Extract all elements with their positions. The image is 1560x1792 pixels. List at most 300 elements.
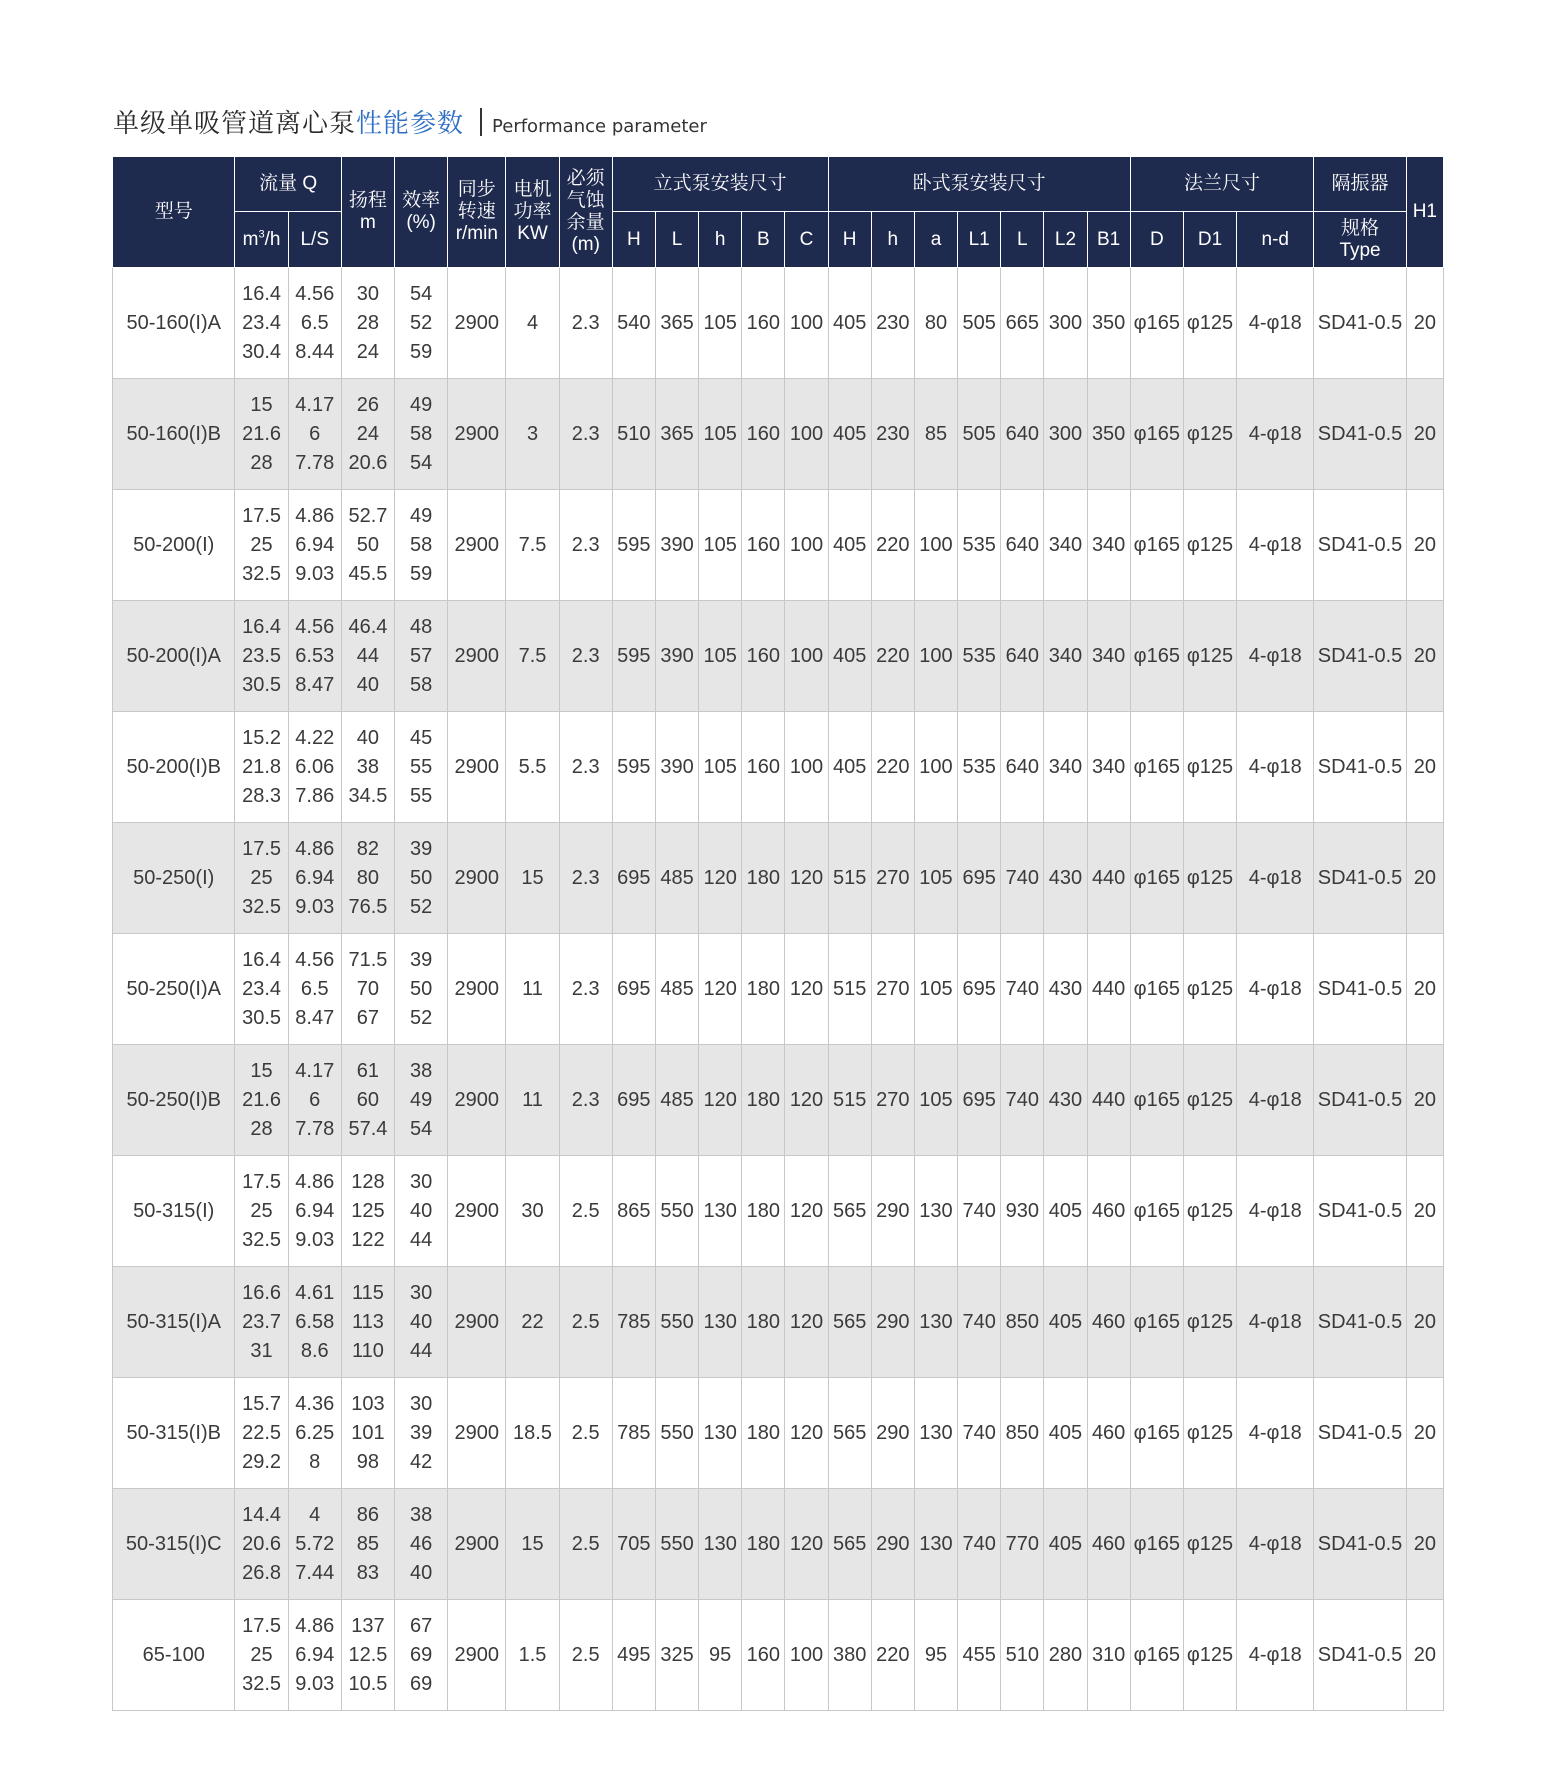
cell-vertical-h: 105 bbox=[699, 268, 742, 379]
cell-vertical-B: 160 bbox=[742, 490, 785, 601]
header-flow-m3h: $m^3/h$ bbox=[235, 212, 288, 268]
cell-horizontal-h: 220 bbox=[871, 601, 914, 712]
cell-horizontal-L1: 695 bbox=[958, 823, 1001, 934]
cell-npsh: 2.3 bbox=[559, 268, 612, 379]
cell-horizontal-h: 270 bbox=[871, 1045, 914, 1156]
cell-flow-m3h: 15 21.6 28 bbox=[235, 1045, 288, 1156]
cell-flange-D1: φ125 bbox=[1183, 712, 1236, 823]
cell-h1: 20 bbox=[1406, 1600, 1443, 1711]
cell-isolator-type: SD41-0.5 bbox=[1314, 1489, 1406, 1600]
cell-isolator-type: SD41-0.5 bbox=[1314, 934, 1406, 1045]
cell-model: 50-200(I)B bbox=[113, 712, 235, 823]
cell-flange-D: φ165 bbox=[1130, 490, 1183, 601]
cell-speed: 2900 bbox=[448, 268, 506, 379]
cell-efficiency: 38 46 40 bbox=[395, 1489, 448, 1600]
title-chinese: 单级单吸管道离心泵 bbox=[113, 109, 357, 139]
cell-vertical-L: 485 bbox=[655, 934, 698, 1045]
cell-horizontal-a: 130 bbox=[914, 1489, 957, 1600]
cell-horizontal-a: 100 bbox=[914, 490, 957, 601]
cell-h1: 20 bbox=[1406, 490, 1443, 601]
cell-flow-m3h: 15.7 22.5 29.2 bbox=[235, 1378, 288, 1489]
page-title bbox=[113, 100, 707, 140]
cell-vertical-C: 100 bbox=[785, 379, 828, 490]
cell-horizontal-H: 405 bbox=[828, 268, 871, 379]
header-head: 扬程 m bbox=[341, 157, 394, 268]
cell-model: 50-315(I)A bbox=[113, 1267, 235, 1378]
cell-power: 18.5 bbox=[506, 1378, 559, 1489]
cell-flange-D1: φ125 bbox=[1183, 1600, 1236, 1711]
table-row bbox=[113, 379, 1444, 490]
cell-flange-nd: 4-φ18 bbox=[1237, 268, 1314, 379]
cell-power: 3 bbox=[506, 379, 559, 490]
cell-isolator-type: SD41-0.5 bbox=[1314, 823, 1406, 934]
cell-flange-nd: 4-φ18 bbox=[1237, 379, 1314, 490]
table-header bbox=[113, 157, 1444, 268]
cell-npsh: 2.3 bbox=[559, 712, 612, 823]
cell-power: 15 bbox=[506, 1489, 559, 1600]
cell-flange-nd: 4-φ18 bbox=[1237, 490, 1314, 601]
cell-vertical-H: 865 bbox=[612, 1156, 655, 1267]
cell-vertical-C: 120 bbox=[785, 1267, 828, 1378]
cell-horizontal-B1: 460 bbox=[1087, 1378, 1130, 1489]
header-horizontal-B1: B1 bbox=[1087, 212, 1130, 268]
cell-power: 11 bbox=[506, 1045, 559, 1156]
cell-flange-D1: φ125 bbox=[1183, 268, 1236, 379]
cell-flange-D1: φ125 bbox=[1183, 490, 1236, 601]
header-horizontal-L2: L2 bbox=[1044, 212, 1087, 268]
cell-horizontal-h: 220 bbox=[871, 712, 914, 823]
cell-model: 50-315(I)C bbox=[113, 1489, 235, 1600]
cell-speed: 2900 bbox=[448, 1045, 506, 1156]
cell-vertical-B: 180 bbox=[742, 1378, 785, 1489]
cell-vertical-H: 540 bbox=[612, 268, 655, 379]
cell-head: 52.7 50 45.5 bbox=[341, 490, 394, 601]
cell-speed: 2900 bbox=[448, 1489, 506, 1600]
table-row bbox=[113, 1600, 1444, 1711]
cell-horizontal-L: 510 bbox=[1001, 1600, 1044, 1711]
cell-flange-D: φ165 bbox=[1130, 1378, 1183, 1489]
cell-horizontal-L1: 535 bbox=[958, 712, 1001, 823]
cell-flange-nd: 4-φ18 bbox=[1237, 1378, 1314, 1489]
cell-flange-D: φ165 bbox=[1130, 934, 1183, 1045]
cell-flow-ls: 4.61 6.58 8.6 bbox=[288, 1267, 341, 1378]
cell-flow-ls: 4 5.72 7.44 bbox=[288, 1489, 341, 1600]
cell-vertical-h: 105 bbox=[699, 712, 742, 823]
cell-flange-D: φ165 bbox=[1130, 1045, 1183, 1156]
cell-vertical-H: 785 bbox=[612, 1378, 655, 1489]
cell-speed: 2900 bbox=[448, 1378, 506, 1489]
cell-power: 1.5 bbox=[506, 1600, 559, 1711]
cell-efficiency: 38 49 54 bbox=[395, 1045, 448, 1156]
cell-horizontal-a: 130 bbox=[914, 1267, 957, 1378]
cell-npsh: 2.5 bbox=[559, 1600, 612, 1711]
cell-head: 40 38 34.5 bbox=[341, 712, 394, 823]
cell-flow-m3h: 16.4 23.5 30.5 bbox=[235, 601, 288, 712]
cell-flange-D: φ165 bbox=[1130, 712, 1183, 823]
cell-npsh: 2.3 bbox=[559, 601, 612, 712]
cell-vertical-L: 390 bbox=[655, 601, 698, 712]
header-efficiency: 效率 (%) bbox=[395, 157, 448, 268]
cell-vertical-C: 120 bbox=[785, 1378, 828, 1489]
cell-vertical-H: 785 bbox=[612, 1267, 655, 1378]
cell-vertical-H: 695 bbox=[612, 823, 655, 934]
cell-vertical-L: 485 bbox=[655, 823, 698, 934]
table-body bbox=[113, 268, 1444, 1711]
cell-power: 5.5 bbox=[506, 712, 559, 823]
cell-horizontal-h: 290 bbox=[871, 1156, 914, 1267]
header-vertical-B: B bbox=[742, 212, 785, 268]
cell-head: 61 60 57.4 bbox=[341, 1045, 394, 1156]
cell-speed: 2900 bbox=[448, 1600, 506, 1711]
header-horizontal-L1: L1 bbox=[958, 212, 1001, 268]
cell-vertical-L: 550 bbox=[655, 1378, 698, 1489]
cell-vertical-h: 105 bbox=[699, 490, 742, 601]
cell-model: 50-315(I)B bbox=[113, 1378, 235, 1489]
cell-horizontal-a: 130 bbox=[914, 1378, 957, 1489]
cell-efficiency: 30 40 44 bbox=[395, 1156, 448, 1267]
cell-horizontal-B1: 340 bbox=[1087, 601, 1130, 712]
cell-horizontal-L: 640 bbox=[1001, 490, 1044, 601]
cell-flange-D: φ165 bbox=[1130, 601, 1183, 712]
cell-flange-D1: φ125 bbox=[1183, 1489, 1236, 1600]
cell-vertical-L: 390 bbox=[655, 490, 698, 601]
cell-horizontal-L2: 300 bbox=[1044, 379, 1087, 490]
cell-vertical-h: 120 bbox=[699, 934, 742, 1045]
cell-flow-ls: 4.86 6.94 9.03 bbox=[288, 1600, 341, 1711]
cell-flow-m3h: 17.5 25 32.5 bbox=[235, 1600, 288, 1711]
cell-vertical-B: 180 bbox=[742, 934, 785, 1045]
title-divider bbox=[480, 108, 482, 136]
cell-efficiency: 54 52 59 bbox=[395, 268, 448, 379]
cell-h1: 20 bbox=[1406, 1378, 1443, 1489]
header-vertical-h: h bbox=[699, 212, 742, 268]
cell-power: 15 bbox=[506, 823, 559, 934]
cell-flow-ls: 4.36 6.25 8 bbox=[288, 1378, 341, 1489]
cell-horizontal-L2: 280 bbox=[1044, 1600, 1087, 1711]
table-row bbox=[113, 601, 1444, 712]
cell-vertical-L: 325 bbox=[655, 1600, 698, 1711]
cell-speed: 2900 bbox=[448, 1156, 506, 1267]
cell-horizontal-H: 565 bbox=[828, 1489, 871, 1600]
cell-horizontal-L2: 430 bbox=[1044, 1045, 1087, 1156]
cell-horizontal-B1: 340 bbox=[1087, 490, 1130, 601]
cell-horizontal-L1: 695 bbox=[958, 1045, 1001, 1156]
cell-flange-D: φ165 bbox=[1130, 1267, 1183, 1378]
cell-horizontal-L: 850 bbox=[1001, 1267, 1044, 1378]
cell-vertical-B: 160 bbox=[742, 712, 785, 823]
cell-head: 26 24 20.6 bbox=[341, 379, 394, 490]
header-horizontal-h: h bbox=[871, 212, 914, 268]
cell-flange-nd: 4-φ18 bbox=[1237, 1489, 1314, 1600]
cell-flow-ls: 4.17 6 7.78 bbox=[288, 1045, 341, 1156]
cell-horizontal-H: 405 bbox=[828, 712, 871, 823]
header-horizontal-H: H bbox=[828, 212, 871, 268]
cell-horizontal-L2: 405 bbox=[1044, 1156, 1087, 1267]
cell-vertical-C: 120 bbox=[785, 823, 828, 934]
cell-vertical-B: 160 bbox=[742, 601, 785, 712]
cell-horizontal-h: 290 bbox=[871, 1378, 914, 1489]
cell-horizontal-L: 770 bbox=[1001, 1489, 1044, 1600]
cell-flange-D: φ165 bbox=[1130, 1489, 1183, 1600]
cell-speed: 2900 bbox=[448, 490, 506, 601]
cell-vertical-C: 100 bbox=[785, 601, 828, 712]
cell-horizontal-L: 740 bbox=[1001, 1045, 1044, 1156]
cell-npsh: 2.5 bbox=[559, 1489, 612, 1600]
cell-flow-ls: 4.86 6.94 9.03 bbox=[288, 1156, 341, 1267]
cell-vertical-H: 695 bbox=[612, 1045, 655, 1156]
cell-isolator-type: SD41-0.5 bbox=[1314, 601, 1406, 712]
cell-isolator-type: SD41-0.5 bbox=[1314, 490, 1406, 601]
header-isolator: 隔振器 bbox=[1314, 157, 1406, 212]
cell-flange-D1: φ125 bbox=[1183, 1156, 1236, 1267]
cell-vertical-B: 160 bbox=[742, 1600, 785, 1711]
header-vertical-L: L bbox=[655, 212, 698, 268]
cell-flange-nd: 4-φ18 bbox=[1237, 1600, 1314, 1711]
cell-efficiency: 39 50 52 bbox=[395, 934, 448, 1045]
cell-horizontal-L: 930 bbox=[1001, 1156, 1044, 1267]
cell-flange-D1: φ125 bbox=[1183, 1045, 1236, 1156]
cell-vertical-C: 120 bbox=[785, 1156, 828, 1267]
cell-npsh: 2.3 bbox=[559, 823, 612, 934]
header-horizontal-a: a bbox=[914, 212, 957, 268]
cell-speed: 2900 bbox=[448, 1267, 506, 1378]
cell-vertical-L: 550 bbox=[655, 1267, 698, 1378]
cell-horizontal-a: 105 bbox=[914, 823, 957, 934]
cell-vertical-B: 180 bbox=[742, 1156, 785, 1267]
cell-vertical-L: 365 bbox=[655, 379, 698, 490]
cell-isolator-type: SD41-0.5 bbox=[1314, 1600, 1406, 1711]
cell-horizontal-B1: 440 bbox=[1087, 1045, 1130, 1156]
cell-h1: 20 bbox=[1406, 268, 1443, 379]
cell-h1: 20 bbox=[1406, 379, 1443, 490]
header-horizontal-L: L bbox=[1001, 212, 1044, 268]
cell-horizontal-L1: 695 bbox=[958, 934, 1001, 1045]
cell-horizontal-B1: 440 bbox=[1087, 934, 1130, 1045]
cell-flow-m3h: 17.5 25 32.5 bbox=[235, 823, 288, 934]
cell-speed: 2900 bbox=[448, 712, 506, 823]
header-vertical-H: H bbox=[612, 212, 655, 268]
cell-vertical-L: 365 bbox=[655, 268, 698, 379]
cell-npsh: 2.5 bbox=[559, 1378, 612, 1489]
cell-vertical-H: 495 bbox=[612, 1600, 655, 1711]
cell-vertical-C: 100 bbox=[785, 268, 828, 379]
cell-horizontal-h: 270 bbox=[871, 934, 914, 1045]
cell-speed: 2900 bbox=[448, 823, 506, 934]
cell-vertical-B: 160 bbox=[742, 268, 785, 379]
cell-horizontal-L1: 535 bbox=[958, 601, 1001, 712]
header-flange-D1: D1 bbox=[1183, 212, 1236, 268]
cell-horizontal-a: 95 bbox=[914, 1600, 957, 1711]
cell-flange-D: φ165 bbox=[1130, 1600, 1183, 1711]
cell-horizontal-L2: 340 bbox=[1044, 601, 1087, 712]
cell-flange-nd: 4-φ18 bbox=[1237, 712, 1314, 823]
cell-head: 103 101 98 bbox=[341, 1378, 394, 1489]
cell-flow-m3h: 16.4 23.4 30.4 bbox=[235, 268, 288, 379]
cell-model: 50-160(I)A bbox=[113, 268, 235, 379]
cell-horizontal-a: 130 bbox=[914, 1156, 957, 1267]
cell-vertical-B: 160 bbox=[742, 379, 785, 490]
cell-power: 7.5 bbox=[506, 490, 559, 601]
cell-flange-D1: φ125 bbox=[1183, 934, 1236, 1045]
cell-head: 86 85 83 bbox=[341, 1489, 394, 1600]
header-flange-dimensions: 法兰尺寸 bbox=[1130, 157, 1314, 212]
cell-horizontal-L2: 430 bbox=[1044, 823, 1087, 934]
cell-horizontal-L1: 455 bbox=[958, 1600, 1001, 1711]
cell-flow-m3h: 14.4 20.6 26.8 bbox=[235, 1489, 288, 1600]
cell-horizontal-a: 100 bbox=[914, 712, 957, 823]
cell-horizontal-a: 105 bbox=[914, 934, 957, 1045]
title-english: Performance parameter bbox=[492, 116, 707, 137]
cell-model: 50-160(I)B bbox=[113, 379, 235, 490]
cell-isolator-type: SD41-0.5 bbox=[1314, 1156, 1406, 1267]
cell-vertical-h: 130 bbox=[699, 1156, 742, 1267]
cell-speed: 2900 bbox=[448, 601, 506, 712]
cell-h1: 20 bbox=[1406, 934, 1443, 1045]
cell-vertical-L: 485 bbox=[655, 1045, 698, 1156]
cell-flow-ls: 4.22 6.06 7.86 bbox=[288, 712, 341, 823]
cell-vertical-H: 510 bbox=[612, 379, 655, 490]
cell-horizontal-L1: 740 bbox=[958, 1378, 1001, 1489]
cell-horizontal-B1: 310 bbox=[1087, 1600, 1130, 1711]
cell-horizontal-L1: 740 bbox=[958, 1489, 1001, 1600]
cell-flange-D: φ165 bbox=[1130, 823, 1183, 934]
header-h1: H1 bbox=[1406, 157, 1443, 268]
cell-vertical-C: 120 bbox=[785, 1045, 828, 1156]
cell-head: 128 125 122 bbox=[341, 1156, 394, 1267]
cell-power: 11 bbox=[506, 934, 559, 1045]
cell-vertical-H: 595 bbox=[612, 490, 655, 601]
cell-head: 30 28 24 bbox=[341, 268, 394, 379]
cell-flow-m3h: 17.5 25 32.5 bbox=[235, 490, 288, 601]
cell-flow-ls: 4.56 6.5 8.47 bbox=[288, 934, 341, 1045]
cell-flow-ls: 4.17 6 7.78 bbox=[288, 379, 341, 490]
cell-isolator-type: SD41-0.5 bbox=[1314, 1267, 1406, 1378]
cell-vertical-L: 390 bbox=[655, 712, 698, 823]
cell-npsh: 2.5 bbox=[559, 1267, 612, 1378]
header-horizontal-dimensions: 卧式泵安装尺寸 bbox=[828, 157, 1130, 212]
cell-vertical-B: 180 bbox=[742, 1489, 785, 1600]
cell-efficiency: 49 58 54 bbox=[395, 379, 448, 490]
cell-model: 50-250(I)A bbox=[113, 934, 235, 1045]
cell-h1: 20 bbox=[1406, 1045, 1443, 1156]
cell-horizontal-h: 230 bbox=[871, 379, 914, 490]
cell-horizontal-L: 640 bbox=[1001, 712, 1044, 823]
cell-horizontal-a: 85 bbox=[914, 379, 957, 490]
cell-horizontal-h: 220 bbox=[871, 1600, 914, 1711]
cell-head: 82 80 76.5 bbox=[341, 823, 394, 934]
cell-horizontal-L2: 405 bbox=[1044, 1378, 1087, 1489]
cell-npsh: 2.5 bbox=[559, 1156, 612, 1267]
cell-npsh: 2.3 bbox=[559, 379, 612, 490]
cell-model: 50-250(I) bbox=[113, 823, 235, 934]
cell-horizontal-H: 565 bbox=[828, 1156, 871, 1267]
table-row bbox=[113, 268, 1444, 379]
cell-h1: 20 bbox=[1406, 601, 1443, 712]
cell-isolator-type: SD41-0.5 bbox=[1314, 712, 1406, 823]
cell-horizontal-L2: 340 bbox=[1044, 712, 1087, 823]
cell-horizontal-a: 80 bbox=[914, 268, 957, 379]
cell-h1: 20 bbox=[1406, 823, 1443, 934]
cell-horizontal-L1: 505 bbox=[958, 379, 1001, 490]
cell-vertical-h: 95 bbox=[699, 1600, 742, 1711]
cell-flange-D: φ165 bbox=[1130, 379, 1183, 490]
header-flange-D: D bbox=[1130, 212, 1183, 268]
cell-horizontal-L2: 405 bbox=[1044, 1489, 1087, 1600]
cell-horizontal-h: 220 bbox=[871, 490, 914, 601]
cell-speed: 2900 bbox=[448, 934, 506, 1045]
cell-horizontal-H: 380 bbox=[828, 1600, 871, 1711]
table-row bbox=[113, 490, 1444, 601]
cell-vertical-C: 100 bbox=[785, 712, 828, 823]
cell-flange-nd: 4-φ18 bbox=[1237, 601, 1314, 712]
cell-horizontal-L: 640 bbox=[1001, 379, 1044, 490]
cell-horizontal-L: 640 bbox=[1001, 601, 1044, 712]
cell-h1: 20 bbox=[1406, 1489, 1443, 1600]
cell-horizontal-L1: 740 bbox=[958, 1267, 1001, 1378]
cell-flange-nd: 4-φ18 bbox=[1237, 934, 1314, 1045]
cell-vertical-C: 100 bbox=[785, 490, 828, 601]
cell-horizontal-H: 565 bbox=[828, 1378, 871, 1489]
cell-h1: 20 bbox=[1406, 1156, 1443, 1267]
cell-efficiency: 30 39 42 bbox=[395, 1378, 448, 1489]
cell-flow-ls: 4.56 6.5 8.44 bbox=[288, 268, 341, 379]
cell-horizontal-H: 515 bbox=[828, 823, 871, 934]
cell-npsh: 2.3 bbox=[559, 934, 612, 1045]
cell-flow-m3h: 16.4 23.4 30.5 bbox=[235, 934, 288, 1045]
cell-vertical-B: 180 bbox=[742, 1267, 785, 1378]
table-row bbox=[113, 1156, 1444, 1267]
table-row bbox=[113, 1378, 1444, 1489]
cell-flow-ls: 4.56 6.53 8.47 bbox=[288, 601, 341, 712]
cell-model: 50-200(I) bbox=[113, 490, 235, 601]
cell-vertical-h: 120 bbox=[699, 823, 742, 934]
header-power: 电机 功率 KW bbox=[506, 157, 559, 268]
cell-horizontal-L2: 405 bbox=[1044, 1267, 1087, 1378]
cell-head: 46.4 44 40 bbox=[341, 601, 394, 712]
table-row bbox=[113, 823, 1444, 934]
title-highlight: 性能参数 bbox=[356, 109, 465, 139]
cell-flange-D1: φ125 bbox=[1183, 601, 1236, 712]
cell-horizontal-B1: 460 bbox=[1087, 1489, 1130, 1600]
cell-vertical-h: 120 bbox=[699, 1045, 742, 1156]
cell-flow-m3h: 15 21.6 28 bbox=[235, 379, 288, 490]
cell-horizontal-L: 740 bbox=[1001, 934, 1044, 1045]
cell-power: 30 bbox=[506, 1156, 559, 1267]
cell-vertical-h: 130 bbox=[699, 1489, 742, 1600]
cell-flange-D1: φ125 bbox=[1183, 1267, 1236, 1378]
cell-vertical-L: 550 bbox=[655, 1489, 698, 1600]
cell-isolator-type: SD41-0.5 bbox=[1314, 1045, 1406, 1156]
header-vertical-C: C bbox=[785, 212, 828, 268]
header-isolator-type: 规格 Type bbox=[1314, 212, 1406, 268]
cell-power: 7.5 bbox=[506, 601, 559, 712]
cell-isolator-type: SD41-0.5 bbox=[1314, 268, 1406, 379]
cell-horizontal-H: 405 bbox=[828, 601, 871, 712]
header-vertical-dimensions: 立式泵安装尺寸 bbox=[612, 157, 828, 212]
header-speed: 同步 转速 r/min bbox=[448, 157, 506, 268]
cell-horizontal-a: 100 bbox=[914, 601, 957, 712]
cell-horizontal-L2: 300 bbox=[1044, 268, 1087, 379]
table-row bbox=[113, 1489, 1444, 1600]
cell-horizontal-B1: 350 bbox=[1087, 268, 1130, 379]
cell-flange-D: φ165 bbox=[1130, 1156, 1183, 1267]
cell-efficiency: 48 57 58 bbox=[395, 601, 448, 712]
cell-flange-nd: 4-φ18 bbox=[1237, 823, 1314, 934]
cell-horizontal-L2: 340 bbox=[1044, 490, 1087, 601]
cell-vertical-h: 105 bbox=[699, 379, 742, 490]
cell-model: 50-250(I)B bbox=[113, 1045, 235, 1156]
cell-npsh: 2.3 bbox=[559, 1045, 612, 1156]
